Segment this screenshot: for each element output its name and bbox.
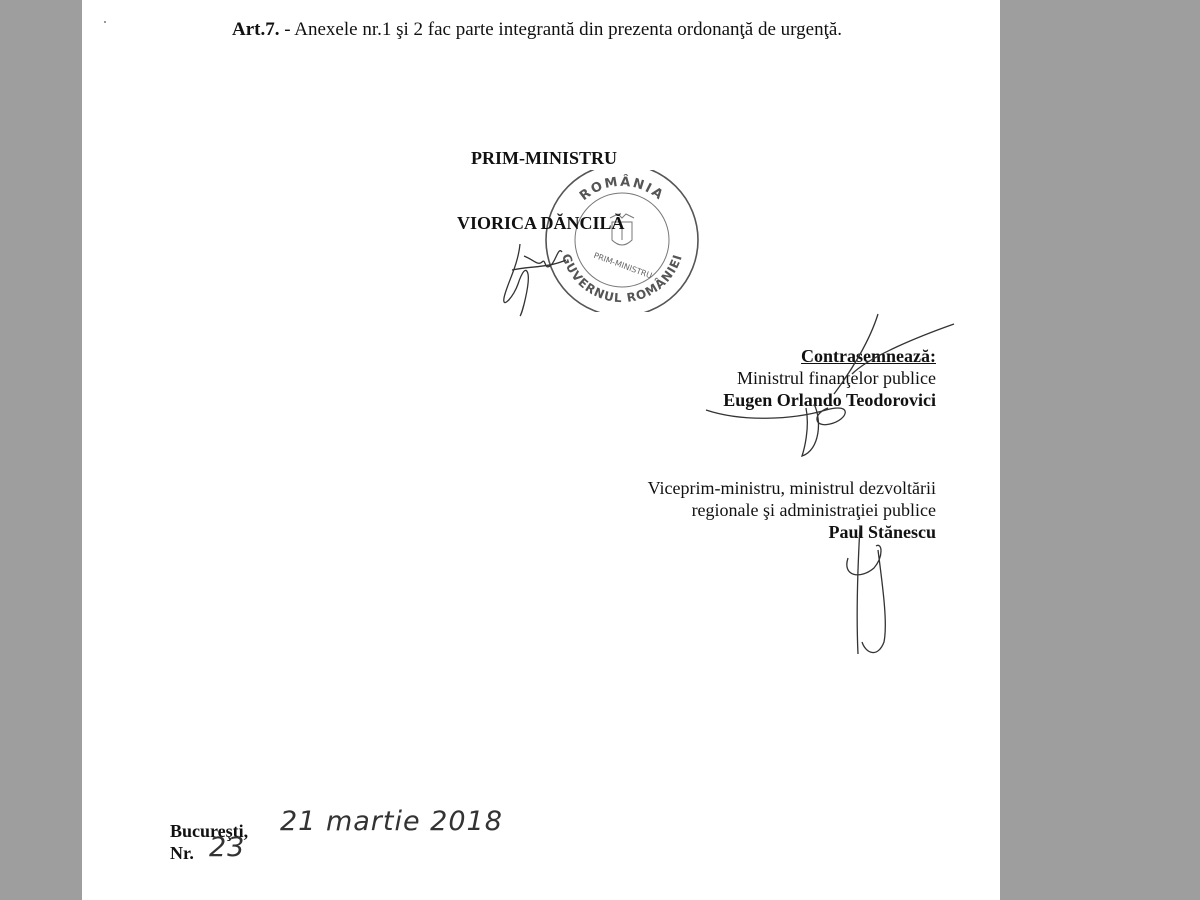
seal-bottom-text: GUVERNUL ROMÂNIEI [558,251,685,306]
countersign-name: Eugen Orlando Teodorovici [723,390,936,410]
seal-top-text: ROMÂNIA [577,174,667,204]
vice-pm-role-line2: regionale şi administraţiei publice [691,500,936,520]
prime-minister-name: VIORICA DĂNCILĂ [457,213,625,233]
number-label: Nr. [170,843,194,863]
vice-pm-signature [838,522,898,662]
countersign-role: Ministrul finanţelor publice [737,368,936,388]
svg-text:ROMÂNIA [577,174,667,204]
article-text: - Anexele nr.1 şi 2 fac parte integrantă din prezenta ordonanţă de urgenţă. [279,19,843,40]
article-label: Art.7. [232,19,280,40]
countersign-heading: Contrasemnează: [801,346,936,366]
place-label: Bucureşti, [170,821,249,841]
finance-minister-signature [702,310,962,460]
scan-speck [104,21,106,23]
article-7 [232,19,842,41]
handwritten-number: 23 [209,832,246,863]
vice-pm-name: Paul Stănescu [828,522,936,542]
prime-minister-title: PRIM-MINISTRU [471,148,617,168]
prime-minister-signature [500,226,590,321]
handwritten-date: 21 martie 2018 [280,806,503,837]
vice-pm-role-line1: Viceprim-ministru, ministrul dezvoltării [647,478,936,498]
document-page [82,0,1000,900]
seal-middle-text: PRIM-MINISTRU [592,250,654,281]
